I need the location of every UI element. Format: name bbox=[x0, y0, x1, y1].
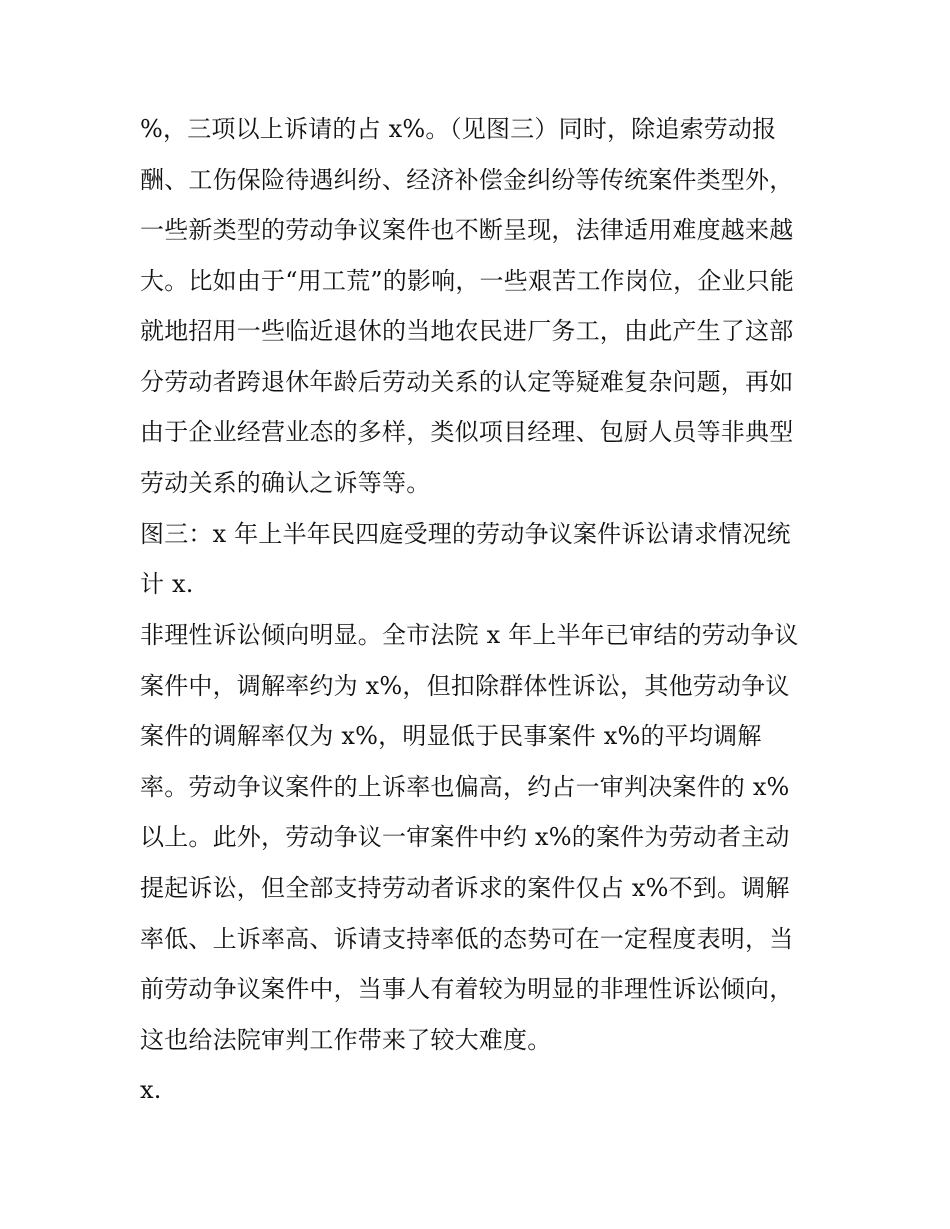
text-line: 劳动关系的确认之诉等等。 bbox=[140, 469, 431, 497]
text-line: 由于企业经营业态的多样，类似项目经理、包厨人员等非典型 bbox=[140, 418, 794, 446]
text-line: 率。劳动争议案件的上诉率也偏高，约占一审判决案件的 x% bbox=[140, 773, 790, 801]
text-line: 非理性诉讼倾向明显。全市法院 x 年上半年已审结的劳动争议 bbox=[140, 621, 799, 649]
figure-caption: 图三：x 年上半年民四庭受理的劳动争议案件诉讼请求情况统 bbox=[140, 520, 791, 548]
text-line: 就地招用一些临近退休的当地农民进厂务工，由此产生了这部 bbox=[140, 317, 794, 345]
text-line: 提起诉讼，但全部支持劳动者诉求的案件仅占 x%不到。调解 bbox=[140, 874, 790, 902]
text-line: %，三项以上诉请的占 x%。（见图三）同时，除追索劳动报 bbox=[140, 115, 777, 143]
text-line: 案件中，调解率约为 x%，但扣除群体性诉讼，其他劳动争议 bbox=[140, 672, 790, 700]
text-line: 大。比如由于“用工荒”的影响，一些艰苦工作岗位，企业只能 bbox=[140, 267, 795, 295]
text-line: 率低、上诉率高、诉请支持率低的态势可在一定程度表明，当 bbox=[140, 925, 794, 953]
text-line: 酬、工伤保险待遇纠纷、经济补偿金纠纷等传统案件类型外， bbox=[140, 166, 794, 194]
text-line: x. bbox=[140, 1076, 162, 1104]
figure-caption: 计 x. bbox=[140, 570, 194, 598]
text-line: 这也给法院审判工作带来了较大难度。 bbox=[140, 1026, 552, 1054]
text-line: 一些新类型的劳动争议案件也不断呈现，法律适用难度越来越 bbox=[140, 216, 794, 244]
text-line: 以上。此外，劳动争议一审案件中约 x%的案件为劳动者主动 bbox=[140, 823, 790, 851]
text-line: 分劳动者跨退休年龄后劳动关系的认定等疑难复杂问题，再如 bbox=[140, 368, 794, 396]
text-line: 前劳动争议案件中，当事人有着较为明显的非理性诉讼倾向， bbox=[140, 975, 794, 1003]
text-line: 案件的调解率仅为 x%，明显低于民事案件 x%的平均调解 bbox=[140, 722, 762, 750]
